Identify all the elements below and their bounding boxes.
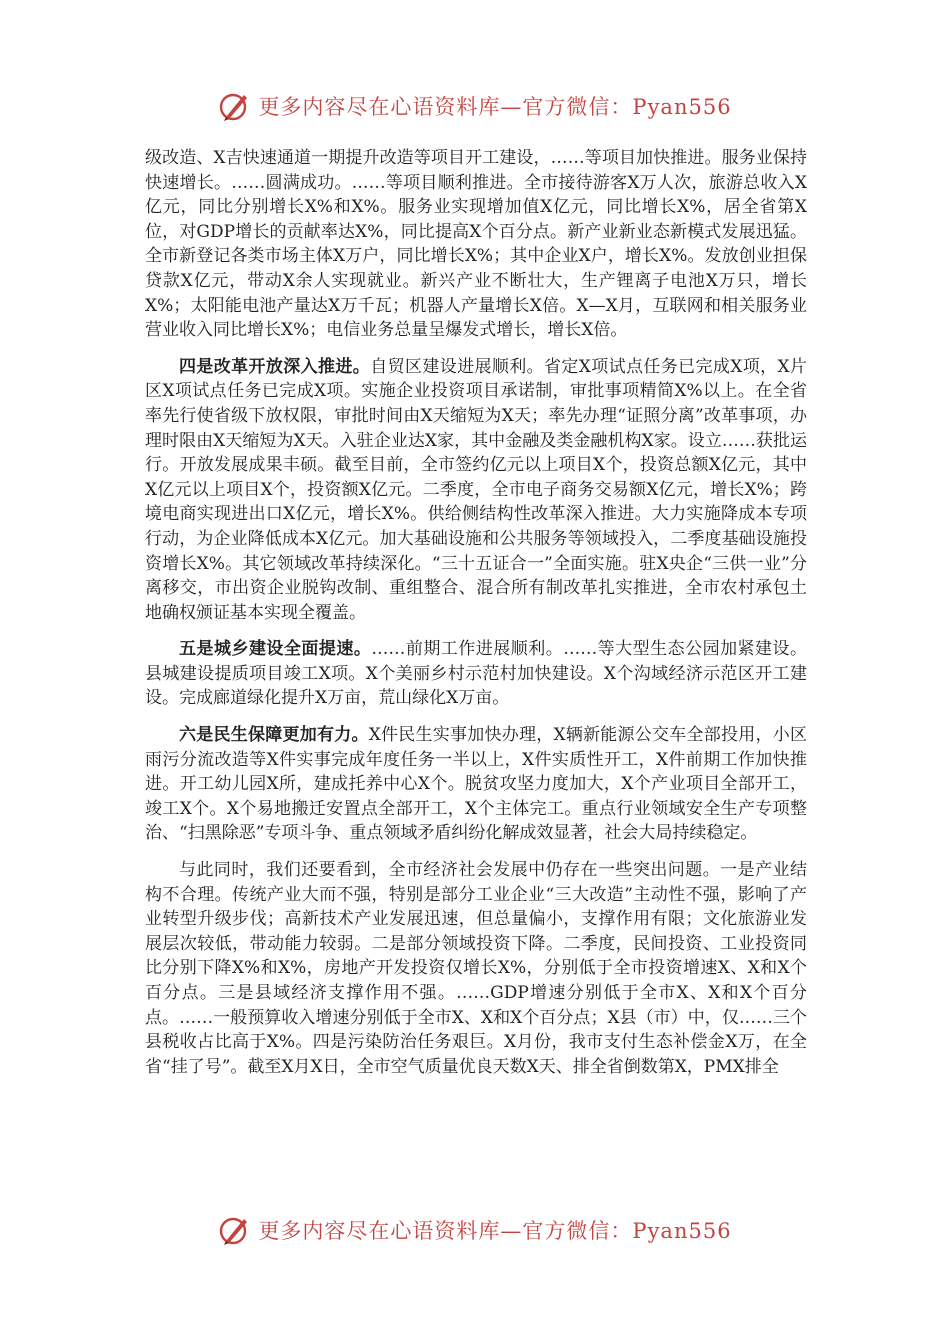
pen-logo-icon: [218, 1213, 252, 1247]
pen-logo-icon: [218, 89, 252, 123]
paragraph-text: 与此同时，我们还要看到，全市经济社会发展中仍存在一些突出问题。一是产业结构不合理。传统产业大而不强，特别是部分工业企业“三大改造”主动性不强，影响了产业转型升级步伐；高新技术产业发展迅速，但总量偏小，支撑作用有限；文化旅游业发展层次较低，带动能力较弱。二是部分领域投资下降。二季度，民间投资、工业投资同比分别下降X%和X%，房地产开发投资仅增长X%，分别低于全市投资增速X、X和X个百分点。三是县域经济支撑作用不强。……GDP增速分别低于全市X、X和X个百分点。……一般预算收入增速分别低于全市X、X和X个百分点；X县（市）中，仅……三个县税收占比高于X%。四是污染防治任务艰巨。X月份，我市支付生态补偿金X万，在全省“挂了号”。截至X月X日，全市空气质量优良天数X天、排全省倒数第X，PMX排全: [145, 860, 807, 1077]
paragraph: [145, 723, 807, 846]
paragraph-lead: 五是城乡建设全面提速。: [179, 639, 372, 660]
paragraph: [145, 637, 807, 711]
header-banner: [0, 86, 950, 126]
footer-banner: [0, 1210, 950, 1250]
paragraph-lead: 六是民生保障更加有力。: [179, 725, 369, 746]
paragraph: [145, 858, 807, 1079]
paragraph-lead: 四是改革开放深入推进。: [179, 356, 371, 377]
paragraph-text: 自贸区建设进展顺利。省定X项试点任务已完成X项，X片区X项试点任务已完成X项。实施企业投资项目承诺制，审批事项精简X%以上。在全省率先行使省级下放权限，审批时间由X天缩短为X天；率先办理“证照分离”改革事项，办理时限由X天缩短为X天。入驻企业达X家，其中金融及类金融机构X家。设立……获批运行。开放发展成果丰硕。截至目前，全市签约亿元以上项目X个，投资总额X亿元，其中X亿元以上项目X个，投资额X亿元。二季度，全市电子商务交易额X亿元，增长X%；跨境电商实现进出口X亿元，增长X%。供给侧结构性改革深入推进。大力实施降成本专项行动，为企业降低成本X亿元。加大基础设施和公共服务等领域投入，二季度基础设施投资增长X%。其它领域改革持续深化。“三十五证合一”全面实施。驻X央企“三供一业”分离移交，市出资企业脱钩改制、重组整合、混合所有制改革扎实推进，全市农村承包土地确权颁证基本实现全覆盖。: [145, 356, 807, 623]
paragraph-text: X件民生实事加快办理，X辆新能源公交车全部投用，小区雨污分流改造等X件实事完成年度任务一半以上，X件实质性开工，X件前期工作加快推进。开工幼儿园X所，建成托养中心X个。脱贫攻坚力度加大，X个产业项目全部开工，竣工X个。X个易地搬迁安置点全部开工，X个主体完工。重点行业领域安全生产专项整治、“扫黑除恶”专项斗争、重点领域矛盾纠纷化解成效显著，社会大局持续稳定。: [145, 725, 807, 844]
paragraph-text: ……前期工作进展顺利。……等大型生态公园加紧建设。县城建设提质项目竣工X项。X个美丽乡村示范村加快建设。X个沟域经济示范区开工建设。完成廊道绿化提升X万亩，荒山绿化X万亩。: [145, 639, 808, 709]
banner-text: 更多内容尽在心语资料库—官方微信：Pyan556: [258, 95, 732, 119]
paragraph-text: 级改造、X吉快速通道一期提升改造等项目开工建设，……等项目加快推进。服务业保持快速增长。……圆满成功。……等项目顺利推进。全市接待游客X万人次，旅游总收入X亿元，同比分别增长X%和X%。服务业实现增加值X亿元，同比增长X%，居全省第X位，对GDP增长的贡献率达X%，同比提高X个百分点。新产业新业态新模式发展迅猛。全市新登记各类市场主体X万户，同比增长X%；其中企业X户，增长X%。发放创业担保贷款X亿元，带动X余人实现就业。新兴产业不断壮大，生产锂离子电池X万只，增长X%；太阳能电池产量达X万千瓦；机器人产量增长X倍。X—X月，互联网和相关服务业营业收入同比增长X%；电信业务总量呈爆发式增长，增长X倍。: [145, 148, 807, 341]
banner-text: 更多内容尽在心语资料库—官方微信：Pyan556: [258, 1219, 732, 1243]
document-body: [145, 146, 807, 1091]
paragraph: [145, 146, 807, 343]
paragraph: [145, 355, 807, 626]
